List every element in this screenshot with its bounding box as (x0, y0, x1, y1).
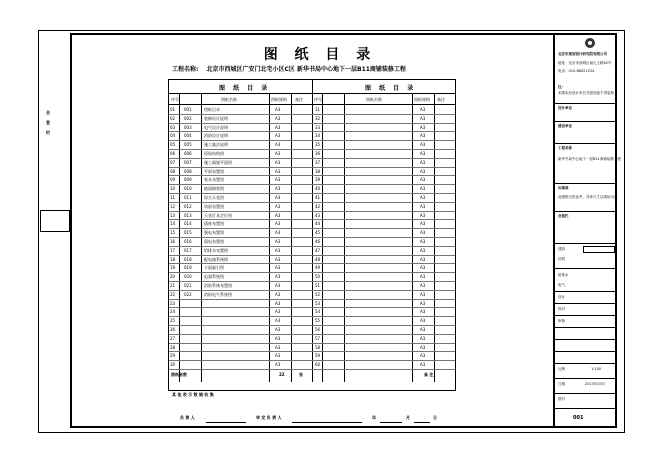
table-footer-cell: 图纸张数 (171, 372, 187, 377)
table-cell: 顶面布置图 (204, 203, 224, 209)
table-cell: 015 (184, 230, 192, 236)
table-cell: A3 (420, 151, 426, 156)
table-cell: 006 (184, 151, 192, 156)
table-cell: A3 (420, 124, 426, 130)
table-cell: 36 (315, 151, 321, 156)
checker-underline (292, 422, 362, 423)
table-row (169, 202, 455, 203)
table-cell: 电气设计说明 (204, 124, 228, 130)
table-cell: 004 (184, 133, 192, 139)
table-row (169, 167, 455, 168)
table-cell: 42 (315, 203, 321, 209)
bottom-left-note: 其 他 表 示 数 据 收 集 (172, 392, 214, 397)
table-cell: A3 (420, 265, 426, 271)
table-cell: 05 (170, 142, 176, 148)
table-cell: A3 (420, 327, 426, 332)
table-cell: 013 (184, 212, 192, 218)
table-cell: 55 (315, 318, 321, 324)
table-cell: 01 (170, 107, 176, 112)
tb-client: 建设单位 (558, 124, 572, 128)
table-cell: 19 (170, 265, 176, 271)
table-cell: 43 (315, 212, 321, 218)
table-cell: A3 (420, 309, 426, 315)
table-cell: 52 (315, 291, 321, 297)
table-cell: 06 (170, 151, 176, 156)
table-cell: 005 (184, 142, 192, 148)
tb-divider (555, 243, 617, 244)
table-cell: A3 (420, 283, 426, 288)
table-cell: 03 (170, 124, 176, 130)
tb-date-label: 日期 (558, 382, 565, 386)
table-cell: A3 (275, 300, 281, 306)
table-cell: A3 (420, 186, 426, 192)
table-heading-row (169, 80, 455, 94)
tb-divider (555, 211, 617, 212)
tb-profession-1: 建筑 (558, 247, 565, 251)
table-cell: 008 (184, 168, 192, 174)
tb-design-unit: 设计单位 (558, 106, 572, 110)
table-cell: 21 (170, 283, 176, 288)
table-heading-right: 图 纸 目 录 (365, 85, 417, 92)
table-cell: 018 (184, 256, 192, 262)
table-cell: 24 (170, 309, 176, 315)
table-cell: A3 (275, 115, 281, 121)
table-cell: 012 (184, 203, 192, 209)
table-cell: 图纸目录 (204, 107, 220, 112)
table-cell: 007 (184, 159, 192, 165)
table-cell: A3 (420, 133, 426, 139)
table-footer-cell: 备 注 (424, 372, 434, 377)
table-cell: 57 (315, 335, 321, 341)
tb-divider (555, 351, 617, 352)
tb-divider (555, 121, 617, 122)
month-label: 月 (406, 415, 410, 420)
responsible-underline (206, 422, 246, 423)
table-column-header: 图纸名称 (221, 97, 237, 102)
table-row (169, 369, 455, 370)
table-cell: 14 (170, 221, 176, 227)
table-cell: 11 (170, 195, 176, 200)
table-cell: A3 (275, 124, 281, 130)
table-column-divider (201, 94, 202, 382)
table-cell: 地面铺装图 (204, 186, 224, 192)
table-cell: A3 (420, 221, 426, 227)
table-cell: 家具布置图 (204, 177, 224, 183)
tb-profession-4: 电气 (558, 283, 565, 287)
table-cell: A3 (420, 362, 426, 368)
table-cell: 平面布置图 (204, 168, 224, 174)
table-cell: 插座布置图 (204, 221, 224, 227)
table-cell: A3 (420, 195, 426, 200)
table-column-header: 图纸规格 (271, 97, 287, 102)
table-cell: 021 (184, 283, 192, 288)
table-footer-cell: 张 (299, 372, 303, 377)
table-cell: A3 (275, 186, 281, 192)
table-cell: A3 (420, 239, 426, 244)
table-cell: A3 (275, 283, 281, 288)
table-cell: 014 (184, 221, 192, 227)
company-logo-icon (585, 38, 595, 48)
table-cell: 44 (315, 221, 321, 227)
table-cell: 48 (315, 256, 321, 262)
table-cell: 04 (170, 133, 176, 139)
table-cell: A3 (420, 256, 426, 262)
table-cell: 33 (315, 124, 321, 130)
page-title: 图 纸 目 录 (263, 47, 377, 63)
left-stamp-3: 栏 (46, 130, 51, 135)
table-cell: 综合天花图 (204, 195, 224, 200)
table-row (169, 255, 455, 256)
tb-divider (555, 303, 617, 304)
table-cell: 010 (184, 186, 192, 192)
table-cell: A3 (275, 362, 281, 368)
tb-scale-label: 比例 (558, 367, 565, 371)
tb-profession-box (583, 246, 615, 253)
tb-checked-label: 校对 (558, 307, 565, 311)
table-column-divider (269, 94, 270, 382)
table-cell: A3 (275, 327, 281, 332)
table-cell: A3 (420, 230, 426, 236)
table-cell: 002 (184, 115, 192, 121)
table-cell: 18 (170, 256, 176, 262)
table-cell: 35 (315, 142, 321, 148)
table-row (169, 123, 455, 124)
table-cell: 25 (170, 318, 176, 324)
table-cell: A3 (275, 151, 281, 156)
left-stamp-1: 会 (46, 110, 51, 115)
table-column-header-row (169, 94, 455, 105)
left-stamp-2: 签 (46, 120, 51, 125)
table-cell: A3 (420, 247, 426, 253)
table-cell: A3 (275, 212, 281, 218)
table-column-header: 序号 (171, 97, 179, 102)
table-cell: 弱电布置图 (204, 239, 224, 244)
table-cell: 消防设计说明 (204, 133, 228, 139)
table-cell: 15 (170, 230, 176, 236)
table-cell: 09 (170, 177, 176, 183)
table-cell: 装修设计说明 (204, 115, 228, 121)
table-cell: 39 (315, 177, 321, 183)
table-cell: 07 (170, 159, 176, 165)
table-cell: 给排水布置图 (204, 247, 228, 253)
table-cell: A3 (420, 274, 426, 280)
tb-divider (555, 363, 617, 364)
table-column-divider (312, 94, 313, 382)
table-cell: 46 (315, 239, 321, 244)
table-cell: 41 (315, 195, 321, 200)
table-cell: A3 (275, 168, 281, 174)
tb-scale-value: 1:100 (591, 367, 602, 371)
checker-label: 审 定 负 责 人 (256, 415, 282, 420)
table-cell: 强电布置图 (204, 230, 224, 236)
table-row (169, 334, 455, 335)
tb-sheet-label: 图号 (558, 397, 565, 401)
table-cell: 16 (170, 239, 176, 244)
table-cell: 31 (315, 107, 321, 112)
table-cell: A3 (420, 177, 426, 183)
table-cell: 011 (184, 195, 192, 200)
year-label: 年 (372, 415, 376, 420)
table-cell: A3 (275, 344, 281, 350)
table-cell: A3 (275, 177, 281, 183)
table-cell: 28 (170, 344, 176, 350)
table-cell: 40 (315, 186, 321, 192)
table-cell: 26 (170, 327, 176, 332)
table-cell: 30 (170, 362, 176, 368)
table-row (169, 299, 455, 300)
table-row (169, 360, 455, 361)
tb-profession-2: 结构 (558, 257, 565, 261)
table-cell: 12 (170, 203, 176, 209)
table-cell: 13 (170, 212, 176, 218)
table-cell: A3 (275, 133, 281, 139)
tb-approval-label: 会签栏 (558, 214, 569, 218)
table-column-divider (412, 94, 413, 382)
table-cell: 配电箱系统图 (204, 256, 228, 262)
signature-row (180, 415, 450, 425)
table-cell: 消防电气系统图 (204, 291, 232, 297)
table-cell: 天花灯具定位图 (204, 212, 232, 218)
table-cell: 49 (315, 265, 321, 271)
table-row (169, 211, 455, 212)
table-cell: A3 (275, 239, 281, 244)
table-cell: 08 (170, 168, 176, 174)
table-cell: 45 (315, 230, 321, 236)
table-column-header: 图纸名称 (366, 97, 382, 102)
table-column-divider (344, 94, 345, 382)
table-cell: A3 (420, 203, 426, 209)
table-cell: 立面索引图 (204, 265, 224, 271)
table-cell: 51 (315, 283, 321, 288)
table-cell: 原始结构图 (204, 151, 224, 156)
tb-divider (555, 143, 617, 144)
table-cell: 消防系统布置图 (204, 283, 232, 288)
tb-project-name: 新华书局中心地下一层B11商铺装修工程 (558, 157, 621, 161)
table-footer-cell: 22 (279, 372, 285, 377)
table-row (169, 246, 455, 247)
table-cell: 019 (184, 265, 192, 271)
tb-sheet-number: 001 (573, 415, 584, 421)
table-cell: 59 (315, 353, 321, 359)
table-cell: 60 (315, 362, 321, 368)
project-name: 北京市西城区广安门北宅小区C区 新华书局中心地下一层B11商铺装修工程 (206, 66, 406, 73)
tb-divider (555, 291, 617, 292)
table-cell: A3 (420, 168, 426, 174)
table-row (169, 114, 455, 115)
table-cell: 003 (184, 124, 192, 130)
tb-approved-label: 审核 (558, 319, 565, 323)
table-cell: 施工做法说明 (204, 142, 228, 148)
table-cell: A3 (420, 159, 426, 165)
table-column-header: 序号 (314, 97, 322, 102)
table-cell: A3 (275, 291, 281, 297)
table-cell: A3 (420, 353, 426, 359)
table-cell: A3 (275, 221, 281, 227)
table-row (169, 351, 455, 352)
table-cell: 20 (170, 274, 176, 280)
table-cell: A3 (420, 107, 426, 112)
table-cell: 34 (315, 133, 321, 139)
title-block (553, 33, 621, 428)
table-cell: 38 (315, 168, 321, 174)
table-cell: 02 (170, 115, 176, 121)
table-cell: A3 (275, 203, 281, 209)
table-cell: 37 (315, 159, 321, 165)
table-row (169, 316, 455, 317)
table-cell: 施工隔墙平面图 (204, 159, 232, 165)
table-cell: 020 (184, 274, 192, 280)
table-cell: A3 (275, 230, 281, 236)
table-cell: 29 (170, 353, 176, 359)
month-underline (414, 422, 430, 423)
tb-tel: 电话：010-68021234 (558, 69, 595, 73)
table-column-header: 备注 (295, 97, 303, 102)
tb-divider (555, 268, 617, 269)
table-row (169, 237, 455, 238)
table-cell: 022 (184, 291, 192, 297)
year-underline (380, 422, 402, 423)
table-cell: 电器系统图 (204, 274, 224, 280)
table-cell: A3 (275, 353, 281, 359)
table-column-header: 图纸规格 (414, 97, 430, 102)
table-cell: A3 (420, 335, 426, 341)
table-cell: 22 (170, 291, 176, 297)
table-cell: A3 (420, 291, 426, 297)
table-column-header: 备注 (437, 97, 445, 102)
tb-divider (555, 103, 617, 104)
table-row (169, 149, 455, 150)
table-cell: 017 (184, 247, 192, 253)
table-cell: A3 (275, 159, 281, 165)
left-stamp-box (40, 210, 70, 232)
tb-company: 北京市规划设计研究院有限公司 (558, 52, 607, 56)
table-cell: 50 (315, 274, 321, 280)
table-cell: A3 (420, 115, 426, 121)
table-cell: 56 (315, 327, 321, 332)
table-row (169, 281, 455, 282)
table-cell: 27 (170, 335, 176, 341)
tb-divider (555, 315, 617, 316)
table-cell: 54 (315, 309, 321, 315)
table-cell: A3 (275, 107, 281, 112)
tb-divider (555, 339, 617, 340)
table-cell: A3 (420, 300, 426, 306)
table-row (169, 193, 455, 194)
tb-note-text: 本图未经设计单位书面同意不得复制 (558, 91, 614, 95)
table-heading-left: 图 纸 目 录 (219, 85, 271, 92)
tb-divider (555, 327, 617, 328)
tb-address: 地址：北京市西城区南礼士路62号 (558, 61, 612, 65)
tb-date-value: 2013年03月 (585, 382, 606, 386)
table-cell: 009 (184, 177, 192, 183)
table-cell: 17 (170, 247, 176, 253)
table-cell: A3 (275, 274, 281, 280)
table-cell: 001 (184, 107, 192, 112)
table-cell: A3 (275, 335, 281, 341)
table-row (169, 325, 455, 326)
table-cell: 47 (315, 247, 321, 253)
table-row (169, 343, 455, 344)
tb-stamp-text: 此图纸仅供参考，具体尺寸以现场为准 (558, 195, 618, 199)
project-line (172, 64, 542, 73)
table-cell: 10 (170, 186, 176, 192)
heading-divider (312, 80, 313, 94)
table-cell: A3 (275, 265, 281, 271)
drawing-list-table (168, 79, 456, 391)
table-cell: A3 (275, 256, 281, 262)
table-cell: A3 (420, 318, 426, 324)
responsible-label: 负 责 人 (180, 415, 195, 420)
table-cell: A3 (275, 142, 281, 148)
table-column-divider (291, 94, 292, 382)
tb-divider (555, 378, 617, 379)
table-cell: A3 (275, 318, 281, 324)
table-cell: A3 (420, 344, 426, 350)
table-cell: 23 (170, 300, 176, 306)
tb-divider (555, 393, 617, 394)
table-column-divider (322, 94, 323, 382)
tb-seal-label: 出图章 (558, 186, 569, 190)
table-cell: 53 (315, 300, 321, 306)
tb-divider (555, 408, 617, 409)
tb-profession-3: 给排水 (558, 273, 569, 277)
table-cell: A3 (275, 247, 281, 253)
table-cell: A3 (420, 142, 426, 148)
table-row (169, 290, 455, 291)
day-label: 日 (433, 415, 437, 420)
table-cell: A3 (420, 212, 426, 218)
tb-drawn-label: 设计 (558, 295, 565, 299)
table-cell: A3 (275, 309, 281, 315)
tb-project-label: 工程名称 (558, 146, 572, 150)
tb-divider (555, 183, 617, 184)
table-row (169, 158, 455, 159)
table-cell: 32 (315, 115, 321, 121)
project-label: 工程名称: (172, 66, 199, 73)
tb-note-title: 注： (558, 85, 565, 89)
table-column-divider (434, 94, 435, 382)
table-cell: A3 (275, 195, 281, 200)
table-row (169, 307, 455, 308)
table-column-divider (179, 94, 180, 382)
table-cell: 58 (315, 344, 321, 350)
table-cell: 016 (184, 239, 192, 244)
